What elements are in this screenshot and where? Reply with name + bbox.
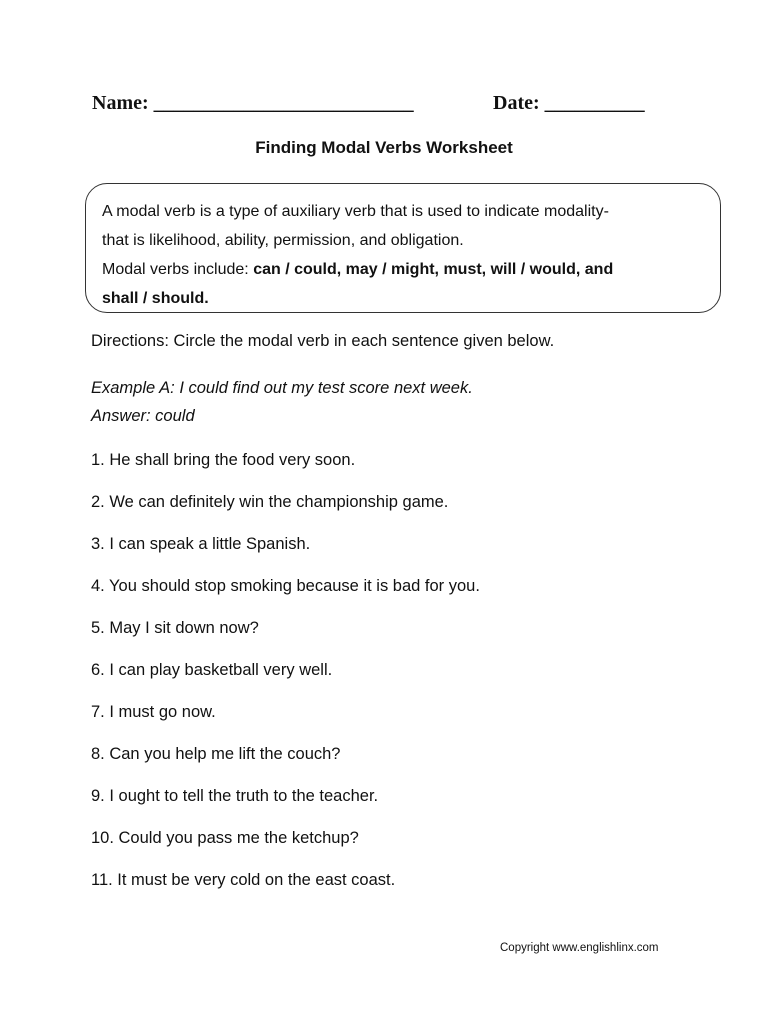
question-item: 2. We can definitely win the championship game. [91,493,449,511]
question-item: 5. May I sit down now? [91,619,259,637]
copyright-notice: Copyright www.englishlinx.com [500,942,659,954]
question-item: 7. I must go now. [91,703,216,721]
question-item: 1. He shall bring the food very soon. [91,451,356,469]
modal-verbs-list [102,255,704,284]
modal-verbs-prefix: Modal verbs include: [102,261,254,278]
directions: Directions: Circle the modal verb in each sentence given below. [91,332,555,350]
question-item: 3. I can speak a little Spanish. [91,535,311,553]
question-item: 4. You should stop smoking because it is bad for you. [91,577,480,595]
question-item: 8. Can you help me lift the couch? [91,745,341,763]
date-field-label: Date: __________ [493,92,645,114]
header [92,92,692,122]
definition-box [85,183,721,313]
question-list [91,446,480,908]
question-item: 11. It must be very cold on the east coast. [91,871,396,889]
name-field-label: Name: __________________________ [92,92,414,114]
example [91,374,473,430]
modal-verbs-bold-line-2: shall / should. [102,290,209,307]
question-item: 10. Could you pass me the ketchup? [91,829,359,847]
definition-line-2: that is likelihood, ability, permission, and obligation. [102,232,464,249]
modal-verbs-bold: can / could, may / might, must, will / would, and [253,261,614,278]
worksheet-title: Finding Modal Verbs Worksheet [255,138,513,157]
question-item: 9. I ought to tell the truth to the teacher. [91,787,379,805]
example-answer: Answer: could [91,407,195,425]
question-item: 6. I can play basketball very well. [91,661,333,679]
definition-line-1: A modal verb is a type of auxiliary verb that is used to indicate modality- [102,203,609,220]
example-sentence: Example A: I could find out my test score next week. [91,379,473,397]
